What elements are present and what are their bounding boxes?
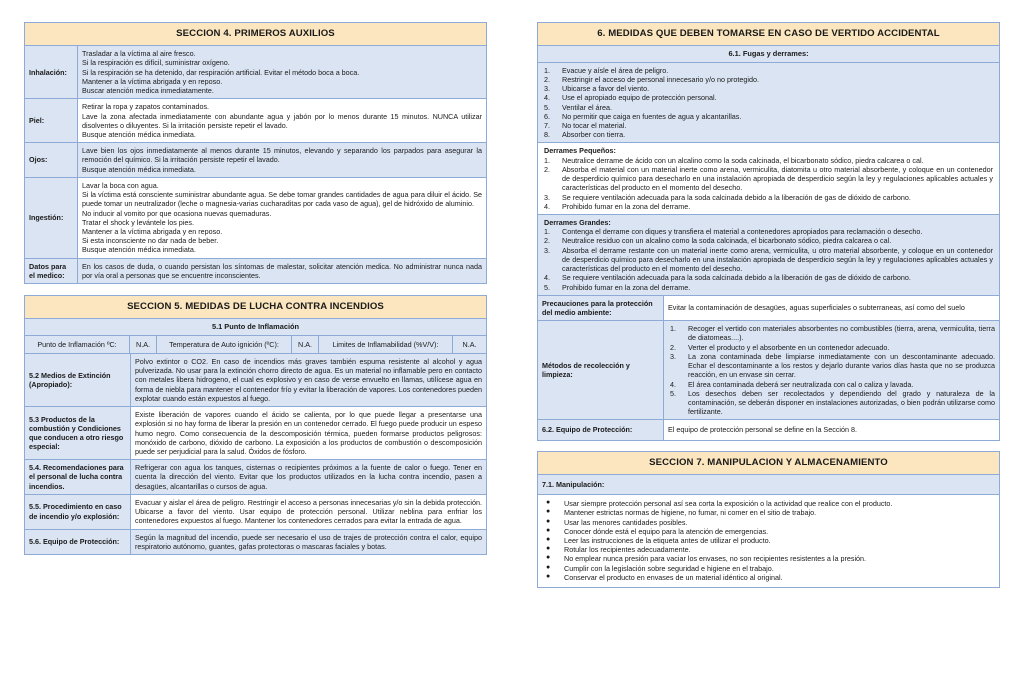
list-item: Los desechos deben ser recolectados y dependiendo del grado y naturaleza de la contaminación, se deberán disponer en instalaciones autorizadas, o bien podrán utilizarse como fertilizante. [688,388,995,417]
text-line: Tratar el shock y levántele los pies. [82,217,194,227]
ppe-text: El equipo de protección personal se define en la Sección 8. [668,425,857,435]
text-line: Si la respiración es difícil, suministrar oxígeno. [82,58,230,68]
list-item: Verter el producto y el absorbente en un contenedor adecuado. [688,342,890,352]
text-line: En los casos de duda, o cuando persistan los síntomas de malestar, solicitar atención medica. No administrar nunca nada por vía oral a personas que se encuentre inconscientes. [82,261,482,280]
text-line: No inducir al vomito por que ocasiona nuevas quemaduras. [82,208,272,218]
text-line: Lavar la boca con agua. [82,180,159,190]
list-item: Absorber con tierra. [562,130,626,140]
s5-label: 5.4. Recomendaciones para el personal de lucha contra incendios. [25,460,131,494]
flash-point-label: Punto de Inflamación ºC: [25,336,130,353]
small-spills: Derrames Pequeños: 1. Neutralice derrame de ácido con un alcalino como la soda calcinada, el bicarbonato sódico, piedra calcarea o cal. 2. Absorba el material con un material inerte como arena, vermiculita, diatomita u otro material absorbente, y coloque en un contenedor de desperdicio químico para desecharlo en una instalación apropiada de desperdicio según la ley y regulaciones aplicables actuales y características del producto en el momento del desecho. 3. Se requiere ventilación adecuada para la soda calcinada debido a la liberación de gas de dióxido de carbono. 4. Prohibido fumar en la zona del derrame. [538,143,999,215]
list-item: Se requiere ventilación adecuada para la soda calcinada debido a la liberación de gas de dióxido de carbono. [562,192,911,202]
list-item: Neutralice residuo con un alcalino como la soda calcinada, el bicarbonato sódico, piedra calcarea o cal. [562,236,892,246]
bullet-icon: ● [546,563,551,571]
list-item: Absorba el derrame restante con un material inerte como arena, vermiculita, u otro material absorbente, y coloque en un contenedor de desperdicio químico para desecharlo en una instalación apropiada de desperdicio según la ley y regulaciones aplicables actuales y características del producto en el momento del desecho. [562,245,993,274]
s5-label: 5.3 Productos de la combustión y Condiciones que conducen a otro riesgo especial: [25,407,131,459]
list-item: Usar siempre protección personal así sea corta la exposición o la actividad que realice con el producto. [564,499,893,509]
list-item: Leer las instrucciones de la etiqueta antes de utilizar el producto. [564,535,771,545]
list-item: No emplear nunca presión para vaciar los envases, no son recipientes resistentes a la presión. [564,554,867,564]
list-item: No permitir que caiga en fuentes de agua y alcantarillas. [562,111,742,121]
s4-row-ojos [25,143,486,178]
text-line: Buscar atención medica inmediatamente. [82,86,214,96]
list-item: Mantener estrictas normas de higiene, no fumar, ni comer en el sitio de trabajo. [564,508,817,518]
list-item: Prohibido fumar en la zona del derrame. [562,282,691,292]
flammability-label: Limites de Inflamabilidad (%V/V): [319,336,453,353]
list-item: Neutralice derrame de ácido con un alcalino como la soda calcinada, el bicarbonato sódico, piedra calcarea o cal. [562,155,924,165]
list-item: El área contaminada deberá ser neutralizada con cal o caliza y lavada. [688,379,914,389]
section-4-box [24,22,487,284]
bullet-icon: ● [546,508,551,516]
text-line: Si la víctima está consciente suministrar abundante agua. Se debe tomar grandes cantidades de agua para diluir el ácido. Se puede tomar un neutralizador (leche o magnesia-varias cucharaditas por cada vaso de agua), gel de hidróxido de aluminio. [82,190,482,209]
section-5-box [24,295,487,555]
large-spills: Derrames Grandes: 1. Contenga el derrame con diques y transfiera el material a contenedores apropiados para reclamación o desecho. 2. Neutralice residuo con un alcalino como la soda calcinada, el bicarbonato sódico, piedra calcarea o cal. 3. Absorba el derrame restante con un material inerte como arena, vermiculita, u otro material absorbente, y coloque en un contenedor de desperdicio químico para desecharlo en una instalación apropiada de desperdicio según la ley y regulaciones aplicables actuales y características del producto en el momento del desecho. 4. Se requiere ventilación adecuada para la soda calcinada debido a la liberación de gas de dióxido de carbono. 5. Prohibido fumar en la zona del derrame. [538,215,999,296]
bullet-icon: ● [546,526,551,534]
s4-label: Datos para el medico: [25,259,78,283]
s4-label: Inhalación: [25,46,78,98]
list-item: Ubicarse a favor del viento. [562,84,650,94]
section-4-title: SECCION 4. PRIMEROS AUXILIOS [25,23,486,46]
list-item: Rotular los recipientes adecuadamente. [564,545,691,555]
section-5-subtitle: 5.1 Punto de Inflamación [25,319,486,335]
s5-text: Polvo extintor o CO2. En caso de incendios más graves también espuma resistente al alcohol y agua pulverizada. No usar para la extinción chorro directo de agua. Es un material no inflamable pero en contacto con metales libera hidrogeno, el cual es explosivo y en caso de verse envuelto en llamas, utilícese agua en forma de niebla para mantener el contenedor frío y evitar la liberación de vapores. Los contenedores pueden explotar cuando están expuestos al fuego. [131,354,486,406]
bullet-icon: ● [546,572,551,580]
s4-label: Ingestión: [25,178,78,258]
text-line: Busque atención médica inmediata. [82,130,196,140]
bullet-icon: ● [546,499,551,507]
flash-point-row [25,336,486,354]
s5-text: Existe liberación de vapores cuando el ácido se calienta, por lo que puede llegar a presentarse una explosión si no hay forma de liberar la presión en un contenedor cerrado. El fuego puede producir un espeso humo negro. Como consecuencia de la descomposición térmica, pueden formarse productos peligrosos: monóxido de carbono, dióxido de carbono. La exposición a los productos de combustión o descomposición puede ser perjudicial para la salud. Óxidos de fósforo. [135,410,482,456]
cleanup-methods-label: Métodos de recolección y limpieza: [538,321,664,419]
s5-text: Según la magnitud del incendio, puede ser necesario el uso de trajes de protección contra el calor, equipo respiratorio autónomo, guantes, gafas protectoras o mascaras faciales y botas. [131,530,486,554]
list-item: Evacue y aísle el área de peligro. [562,65,669,75]
s5-label: 5.6. Equipo de Protección: [25,530,131,554]
flammability-value: N.A. [462,339,477,349]
general-measures: 1. Evacue y aísle el área de peligro. 2. Restringir el acceso de personal innecesario y/o no protegido. 3. Ubicarse a favor del viento. 4. Use el apropiado equipo de protección personal. 5. Ventilar el área. 6. No permitir que caiga en fuentes de agua y alcantarillas. 7. No tocar el material. 8. Absorber con tierra. [538,63,999,144]
s5-text: Refrigerar con agua los tanques, cisternas o recipientes próximos a la fuente de calor o fuego. Tener en cuenta la dirección del viento. Evitar que los productos utilizados en la lucha contra incendio, pasen a desagües, alcantarillas o cursos de agua. [131,460,486,494]
list-item: No tocar el material. [562,121,627,131]
list-item: Prohibido fumar en la zona del derrame. [562,201,691,211]
ppe-row [538,420,999,439]
list-item: Cumplir con la legislación sobre seguridad e higiene en el trabajo. [564,563,774,573]
list-item: Usar las menores cantidades posibles. [564,517,688,527]
s5-row [25,407,486,460]
s5-text: Evacuar y aislar el área de peligro. Restringir el acceso a personas innecesarias y/o sin la debida protección. Ubicarse a favor del viento. Usar equipo de protección personal. Utilizar neblina para enfriar los contenedores expuestos al fuego. Mantener los contenedores cerrados para evitar la entrada de agua. [135,497,482,526]
list-item: La zona contaminada debe limpiarse inmediatamente con un descontaminante adecuado. Echar el descontaminante a los restos y dejarlo durante varios días hasta que no se produzca reacción, en un envase sin cerrar. [688,351,995,380]
small-spills-title: Derrames Pequeños: [544,146,616,156]
list-item: Ventilar el área. [562,102,612,112]
text-line: Busque atención médica inmediata. [82,245,196,255]
s5-row [25,460,486,495]
text-line: Mantener a la víctima abrigada y en reposo. [82,226,223,236]
section-7-box [537,451,1000,588]
section-6-title: 6. MEDIDAS QUE DEBEN TOMARSE EN CASO DE VERTIDO ACCIDENTAL [538,23,999,46]
section-5-title: SECCION 5. MEDIDAS DE LUCHA CONTRA INCENDIOS [25,296,486,319]
list-item: Contenga el derrame con diques y transfiera el material a contenedores apropiados para reclamación o desecho. [562,227,923,237]
large-spills-title: Derrames Grandes: [544,218,611,228]
flash-point-value: N.A. [130,336,157,353]
bullet-icon: ● [546,517,551,525]
list-item: Absorba el material con un material inerte como arena, vermiculita, diatomita u otro material absorbente, y coloque en un contenedor de desperdicio químico para desecharlo en una instalación apropiada de desperdicio según la ley y regulaciones aplicables actuales y características del producto en el momento del desecho. [562,164,993,193]
s5-row [25,530,486,554]
list-item: Conservar el producto en envases de un material idéntico al original. [564,572,783,582]
section-7-title: SECCION 7. MANIPULACION Y ALMACENAMIENTO [538,452,999,475]
list-item: Use el apropiado equipo de protección personal. [562,93,717,103]
text-line: Si la respiración se ha detenido, dar respiración artificial. Evitar el método boca a boca. [82,67,360,77]
bullet-icon: ● [546,545,551,553]
s5-row [25,354,486,407]
bullet-icon: ● [546,535,551,543]
s4-row-inhalacion [25,46,486,99]
s4-row-piel [25,99,486,143]
section-6-subtitle: 6.1. Fugas y derrames: [538,46,999,62]
autoignition-value: N.A. [292,336,319,353]
s5-label: 5.2 Medios de Extinción (Apropiado): [25,354,131,406]
text-line: Mantener a la víctima abrigada y en reposo. [82,76,223,86]
autoignition-label: Temperatura de Auto ignición (ºC): [157,336,292,353]
text-line: Trasladar a la víctima al aire fresco. [82,49,196,59]
env-precautions-label: Precauciones para la protección del medio ambiente: [538,296,664,320]
ppe-label: 6.2. Equipo de Protección: [538,420,664,439]
list-item: Recoger el vertido con materiales absorbentes no combustibles (tierra, arena, vermiculita, tierra de diatomeas....). [688,324,995,343]
bullet-icon: ● [546,554,551,562]
s4-label: Piel: [25,99,78,142]
list-item: Restringir el acceso de personal innecesario y/o no protegido. [562,74,759,84]
text-line: Busque atención médica inmediata. [82,164,196,174]
s4-row-ingestion [25,178,486,259]
s5-label: 5.5. Procedimiento en caso de incendio y/o explosión: [25,495,131,529]
list-item: Conocer dónde está el equipo para la atención de emergencias. [564,526,769,536]
cleanup-methods-row: Métodos de recolección y limpieza: 1. Recoger el vertido con materiales absorbentes no combustibles (tierra, arena, vermiculita, tierra de diatomeas....). 2. Verter el producto y el absorbente en un contenedor adecuado. 3. La zona contaminada debe limpiarse inmediatamente con un descontaminante adecuado. Echar el descontaminante a los restos y dejarlo durante varios días hasta que no se produzca reacción, en un envase sin cerrar. 4. El área contaminada deberá ser neutralizada con cal o caliza y lavada. 5. Los desechos deben ser recolectados y dependiendo del grado y naturaleza de la contaminación, se deberán disponer en instalaciones autorizadas, o bien podrán utilizarse como fertilizante. [538,321,999,420]
s4-label: Ojos: [25,143,78,177]
s5-row [25,495,486,530]
s4-row-datos-medico [25,259,486,283]
section-6-box [537,22,1000,441]
list-item: Se requiere ventilación adecuada para la soda calcinada debido a la liberación de gas de dióxido de carbono. [562,273,911,283]
text-line: Lave la zona afectada inmediatamente con abundante agua y jabón por lo menos durante 15 minutos. NUNCA utilizar disolventes o diluyentes. Si la irritación persiste repetir el lavado. [82,111,482,130]
handling-list [538,495,999,587]
env-precautions-text: Evitar la contaminación de desagües, aguas superficiales o subterraneas, así como del suelo [668,303,965,313]
text-line: Lave bien los ojos inmediatamente al menos durante 15 minutos, elevando y separando los parpados para asegurar la remoción del químico. Si la irritación persiste repetir el lavado. [82,146,482,165]
text-line: Retirar la ropa y zapatos contaminados. [82,102,210,112]
section-7-subtitle: 7.1. Manipulación: [538,475,999,495]
env-precautions-row [538,296,999,321]
text-line: Si esta inconsciente no dar nada de beber. [82,236,219,246]
